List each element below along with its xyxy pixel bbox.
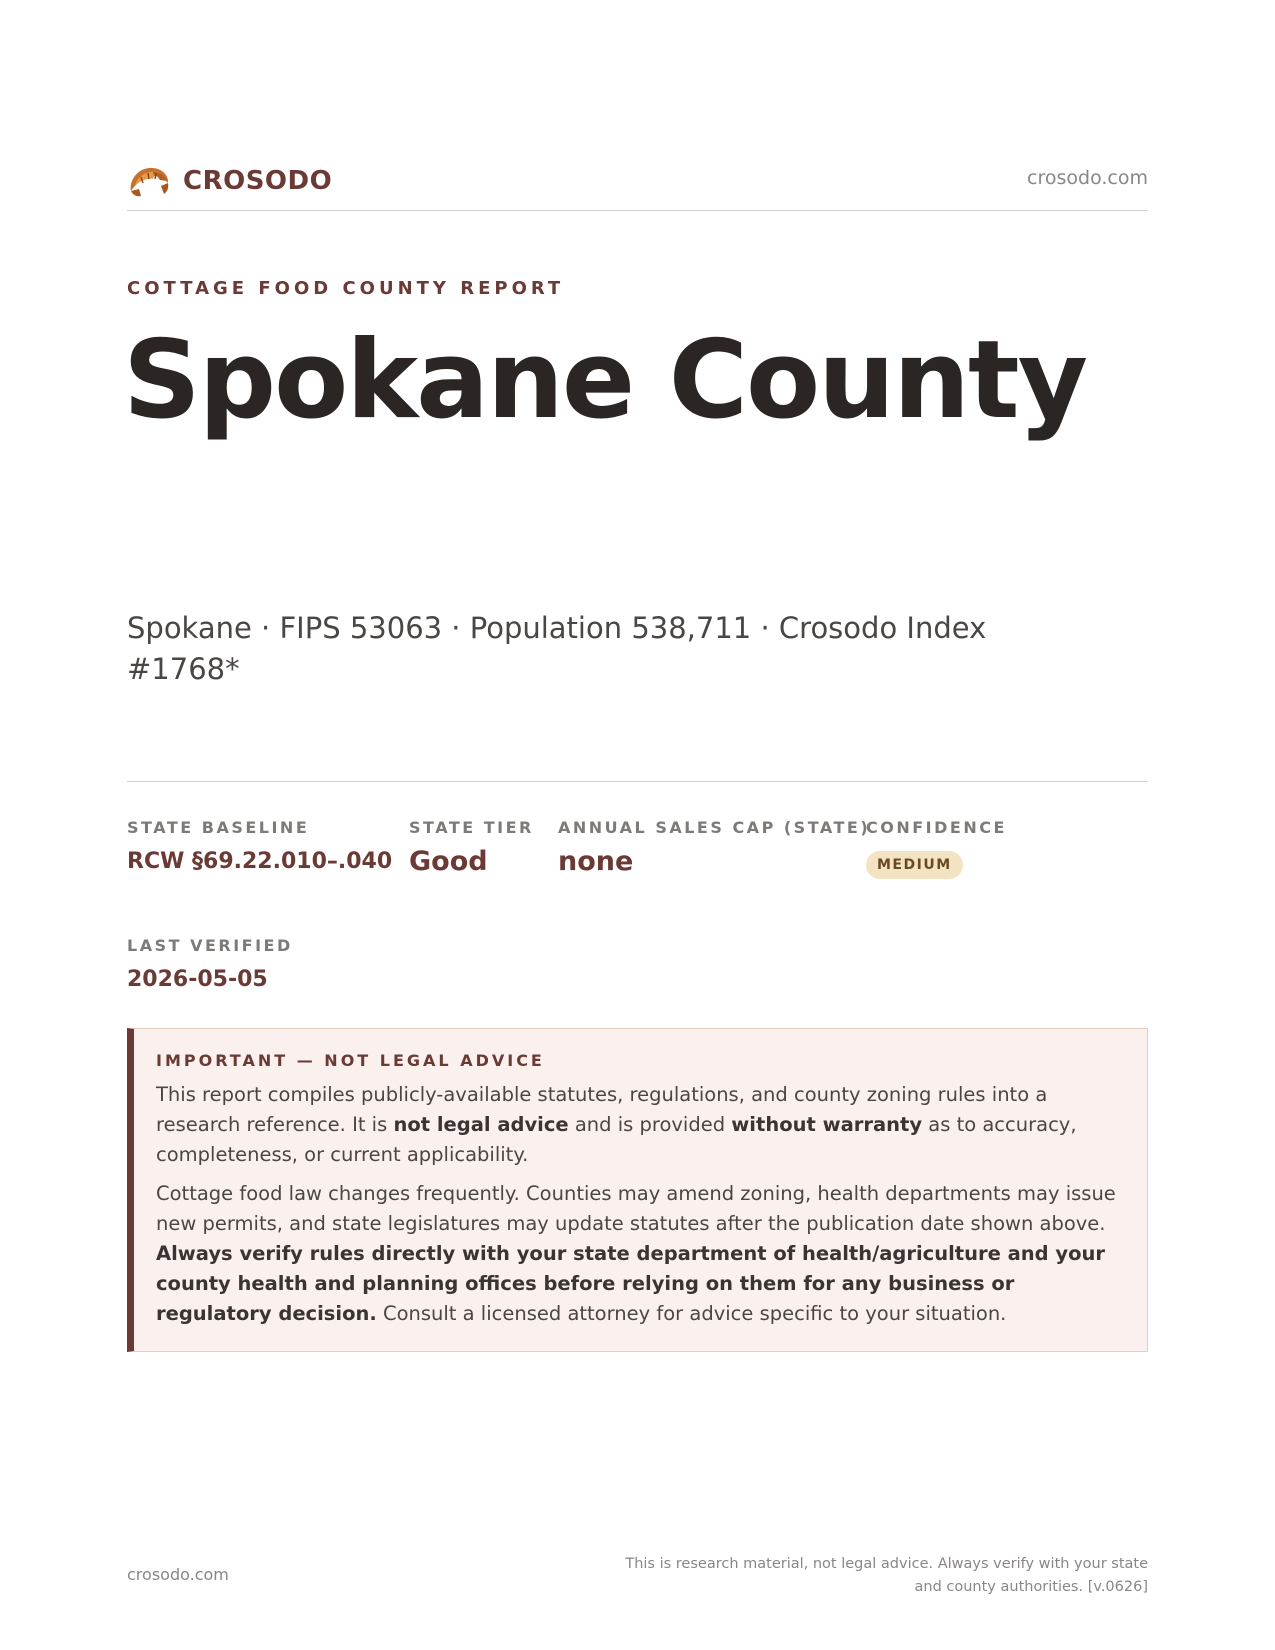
fact-label: STATE TIER xyxy=(409,818,534,837)
notice-title: IMPORTANT — NOT LEGAL ADVICE xyxy=(156,1051,545,1070)
fact-confidence xyxy=(866,818,1007,879)
county-summary: Spokane · FIPS 53063 · Population 538,711 · Crosodo Index #1768* xyxy=(127,611,987,686)
fact-label: STATE BASELINE xyxy=(127,818,310,837)
notice-emphasis: without warranty xyxy=(731,1113,923,1136)
fact-state-baseline xyxy=(127,818,392,874)
fact-value: 2026-05-05 xyxy=(127,967,268,992)
notice-text: as to accuracy, completeness, or current applicability. xyxy=(156,1113,1077,1166)
fact-label: LAST VERIFIED xyxy=(127,936,293,955)
header-url[interactable]: crosodo.com xyxy=(1027,167,1148,189)
notice-text: This report compiles publicly-available statutes, regulations, and county zoning rules into a research reference. It is xyxy=(156,1083,1048,1136)
brand xyxy=(127,161,332,201)
fact-last-verified xyxy=(127,936,293,992)
notice-text: Cottage food law changes frequently. Counties may amend zoning, health departments may issue new permits, and state legislatures may update statutes after the publication date shown above. xyxy=(156,1182,1116,1235)
report-eyebrow: COTTAGE FOOD COUNTY REPORT xyxy=(127,278,565,299)
fact-value: RCW §69.22.010–.040 xyxy=(127,849,393,874)
notice-paragraph xyxy=(156,1179,1123,1329)
croissant-icon xyxy=(127,161,171,201)
fact-label: CONFIDENCE xyxy=(866,818,1007,837)
notice-emphasis: not legal advice xyxy=(393,1113,569,1136)
notice-paragraph xyxy=(156,1080,1123,1170)
confidence-badge: MEDIUM xyxy=(866,851,963,879)
notice-emphasis: Always verify rules directly with your state department of health/agriculture and your county health and planning offices before relying on them for any business or regulatory decision. xyxy=(156,1242,1106,1325)
fact-sales-cap xyxy=(558,818,870,877)
page-title: Spokane County xyxy=(123,318,1086,443)
fact-value: Good xyxy=(409,846,488,877)
footer-disclaimer xyxy=(588,1553,1148,1599)
section-divider xyxy=(127,781,1148,782)
fact-label: ANNUAL SALES CAP (STATE) xyxy=(558,818,871,837)
page-header xyxy=(127,155,1148,211)
notice-text: Consult a licensed attorney for advice specific to your situation. xyxy=(376,1302,1007,1325)
footer-url[interactable]: crosodo.com xyxy=(127,1565,229,1584)
brand-name: CROSODO xyxy=(183,166,333,196)
footer-disclaimer-line: and county authorities. [v.0626] xyxy=(914,1579,1148,1595)
fact-value: none xyxy=(558,846,634,877)
fact-state-tier xyxy=(409,818,534,877)
notice-text: and is provided xyxy=(568,1113,732,1136)
report-page xyxy=(123,0,1148,1650)
legal-notice xyxy=(127,1028,1148,1352)
footer-disclaimer-line: This is research material, not legal advice. Always verify with your state xyxy=(625,1556,1148,1572)
